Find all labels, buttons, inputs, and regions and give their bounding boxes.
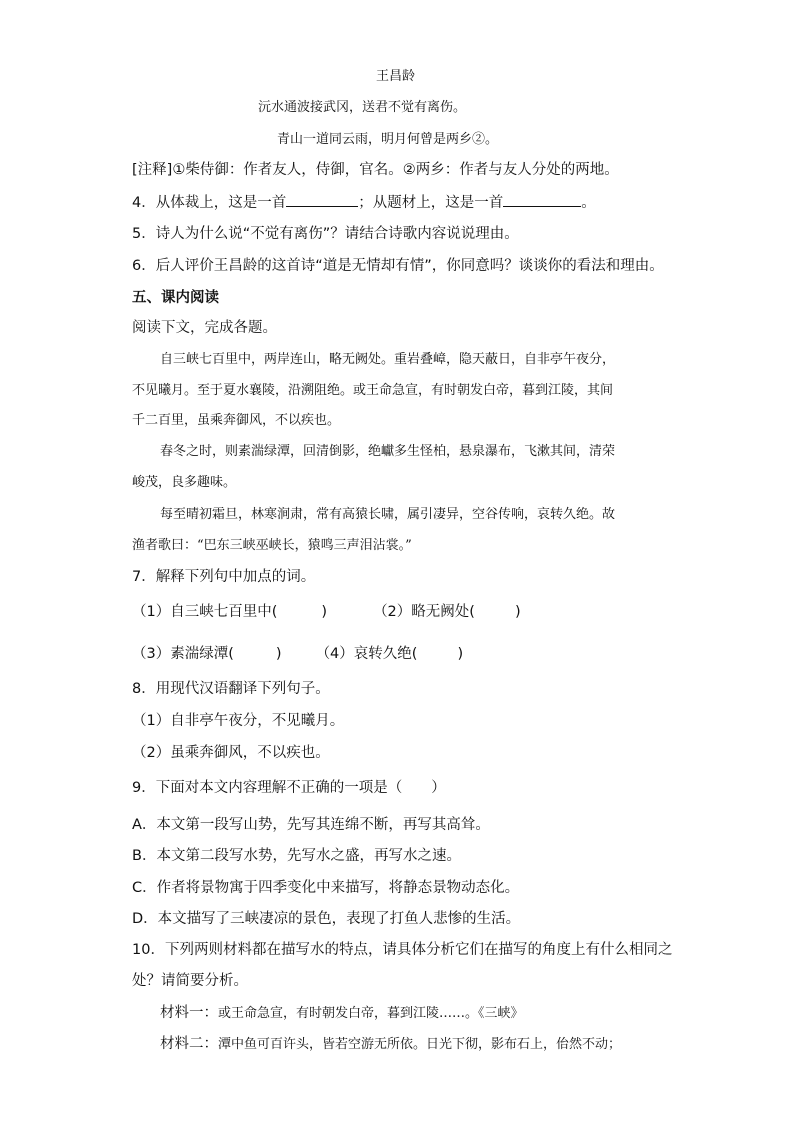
q4-part-3: 。 bbox=[581, 195, 596, 211]
question-7-row-1 bbox=[132, 602, 521, 622]
material-2-text: 潭中鱼可百许头，皆若空游无所依。日光下彻，影布石上，佁然不动； bbox=[218, 1037, 622, 1052]
question-7-stem: 7．解释下列句中加点的词。 bbox=[132, 569, 316, 585]
q4-part-2: ；从题材上，这是一首 bbox=[358, 195, 504, 211]
material-1-text: 或王命急宣，有时朝发白帝，暮到江陵……。《三峡》 bbox=[218, 1006, 524, 1021]
section-title: 五、课内阅读 bbox=[132, 290, 219, 306]
poem-note: [注释]①柴侍御：作者友人，侍御，官名。②两乡：作者与友人分处的两地。 bbox=[132, 162, 619, 178]
passage-line: 峻茂，良多趣味。 bbox=[132, 475, 237, 490]
q7-item-3-close: ) bbox=[275, 646, 282, 662]
poem-line-2: 青山一道同云雨，明月何曾是两乡②。 bbox=[277, 132, 499, 147]
passage-line: 千二百里，虽乘奔御风，不以疾也。 bbox=[132, 413, 341, 428]
option-c[interactable]: C．作者将景物寓于四季变化中来描写，将静态景物动态化。 bbox=[132, 880, 520, 896]
answer-blank[interactable] bbox=[503, 192, 581, 207]
question-10-line-1: 10．下列两则材料都在描写水的特点，请具体分析它们在描写的角度上有什么相同之 bbox=[132, 942, 673, 958]
passage-line: 每至晴初霜旦，林寒涧肃，常有高猿长啸，属引凄异，空谷传响，哀转久绝。故 bbox=[160, 507, 616, 522]
option-d[interactable]: D．本文描写了三峡凄凉的景色，表现了打鱼人悲惨的生活。 bbox=[132, 911, 521, 927]
q7-item-2-close: ) bbox=[514, 604, 521, 620]
q7-item-1: （1）自三峡七百里中( bbox=[132, 604, 278, 620]
material-2-label: 材料二： bbox=[160, 1036, 218, 1052]
q7-item-3: （3）素湍绿潭( bbox=[132, 646, 234, 662]
poem-line-1: 沅水通波接武冈，送君不觉有离伤。 bbox=[258, 100, 467, 115]
q7-item-4-close: ) bbox=[457, 646, 464, 662]
material-1 bbox=[160, 1003, 524, 1024]
option-b[interactable]: B．本文第二段写水势，先写水之盛，再写水之速。 bbox=[132, 848, 461, 864]
answer-blank[interactable] bbox=[286, 192, 358, 207]
passage-line: 自三峡七百里中，两岸连山，略无阙处。重岩叠嶂，隐天蔽日，自非亭午夜分， bbox=[160, 352, 616, 367]
question-10-line-2: 处？请简要分析。 bbox=[132, 973, 248, 989]
q4-part-1: 4．从体裁上，这是一首 bbox=[132, 195, 287, 211]
poem-author: 王昌龄 bbox=[376, 69, 416, 84]
q7-item-2: （2）略无阙处( bbox=[373, 604, 475, 620]
question-4 bbox=[132, 192, 596, 213]
section-instruction: 阅读下文，完成各题。 bbox=[132, 320, 277, 336]
passage-line: 不见曦月。至于夏水襄陵，沿溯阻绝。或王命急宣，有时朝发白帝，暮到江陵，其间 bbox=[132, 383, 614, 398]
question-5: 5．诗人为什么说“不觉有离伤”？请结合诗歌内容说说理由。 bbox=[132, 226, 519, 242]
question-8-item-2: （2）虽乘奔御风，不以疾也。 bbox=[132, 745, 330, 761]
question-9-stem: 9．下面对本文内容理解不正确的一项是（ ） bbox=[132, 780, 446, 796]
option-a[interactable]: A．本文第一段写山势，先写其连绵不断，再写其高耸。 bbox=[132, 817, 490, 833]
question-8-stem: 8．用现代汉语翻译下列句子。 bbox=[132, 681, 330, 697]
q7-item-1-close: ) bbox=[321, 604, 328, 620]
question-7-row-2 bbox=[132, 644, 463, 664]
q7-item-4: （4）哀转久绝( bbox=[315, 646, 418, 662]
material-1-label: 材料一： bbox=[160, 1005, 218, 1021]
question-8-item-1: （1）自非亭午夜分，不见曦月。 bbox=[132, 713, 345, 729]
passage-line: 渔者歌曰：“巴东三峡巫峡长，猿鸣三声泪沾裳。” bbox=[132, 538, 412, 553]
passage-line: 春冬之时，则素湍绿潭，回清倒影，绝巘多生怪柏，悬泉瀑布，飞漱其间，清荣 bbox=[160, 444, 616, 459]
question-6: 6．后人评价王昌龄的这首诗“道是无情却有情”，你同意吗？谈谈你的看法和理由。 bbox=[132, 258, 664, 274]
material-2 bbox=[160, 1034, 621, 1055]
